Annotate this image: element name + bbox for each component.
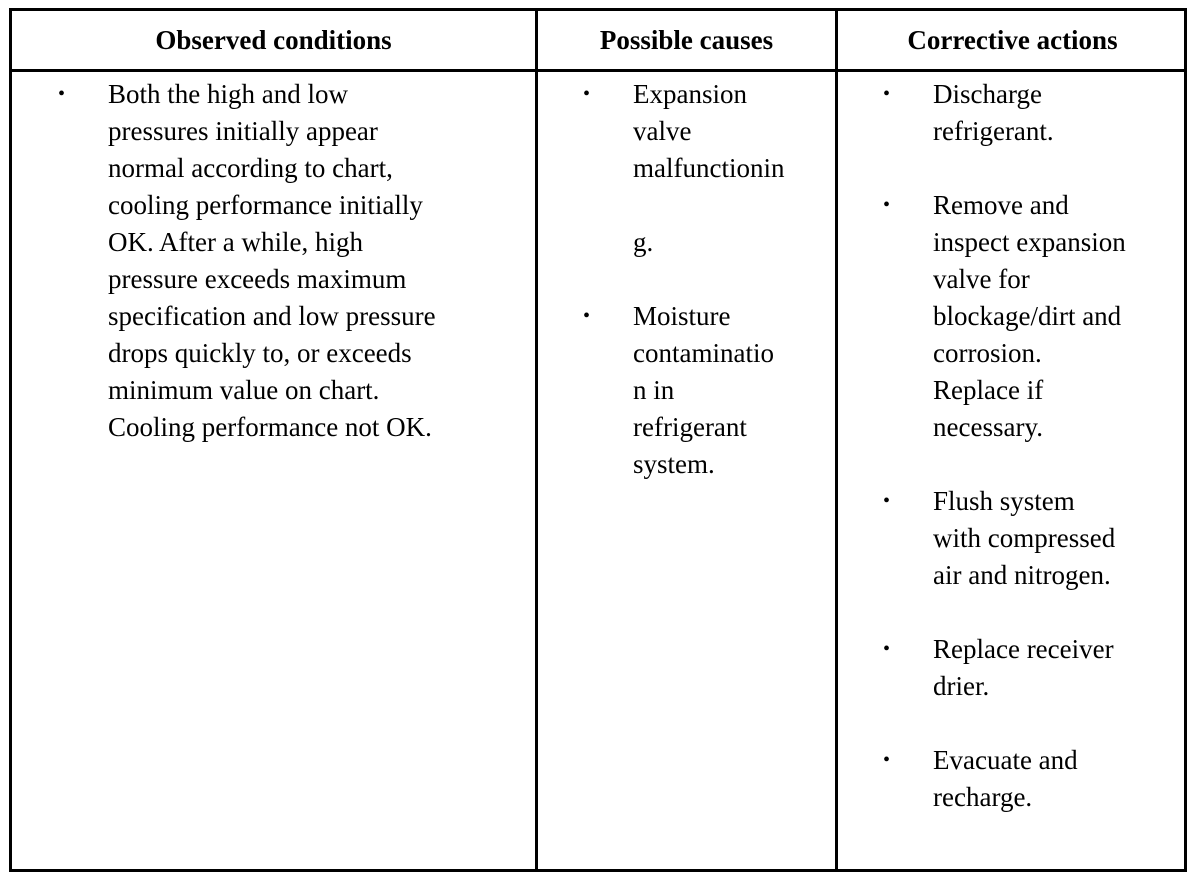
list-item-line: Replace receiver — [933, 634, 1114, 664]
list-item-line: Remove and — [933, 190, 1069, 220]
corrective-actions-list — [883, 76, 1183, 816]
list-item-line: blockage/dirt and — [933, 301, 1122, 331]
list-item-line: Moisture — [633, 301, 731, 331]
list-item — [883, 631, 1183, 705]
list-item-line: system. — [633, 449, 715, 479]
list-item-line: cooling performance initially — [108, 190, 423, 220]
list-item-line: with compressed — [933, 523, 1116, 553]
list-item-line: n in — [633, 375, 675, 405]
list-item-line: normal according to chart, — [108, 153, 393, 183]
column-divider — [835, 11, 838, 869]
bullet-icon: • — [883, 194, 891, 216]
list-item — [58, 76, 513, 446]
list-item-line: Discharge — [933, 79, 1042, 109]
list-item-line: Evacuate and — [933, 745, 1078, 775]
list-item-line: OK. After a while, high — [108, 227, 363, 257]
bullet-icon: • — [883, 749, 891, 771]
bullet-icon: • — [58, 83, 66, 105]
list-item-line: drier. — [933, 671, 990, 701]
header-possible-causes: Possible causes — [599, 24, 774, 55]
list-item-line: corrosion. — [933, 338, 1042, 368]
list-item-line: necessary. — [933, 412, 1043, 442]
header-divider — [12, 69, 1184, 72]
column-divider — [535, 11, 538, 869]
list-item-line: minimum value on chart. — [108, 375, 380, 405]
list-item-line: Expansion — [633, 79, 747, 109]
list-item — [883, 187, 1183, 446]
list-item-line: recharge. — [933, 782, 1033, 812]
list-item — [883, 76, 1183, 150]
possible-causes-list — [583, 76, 818, 483]
list-item-line: inspect expansion — [933, 227, 1126, 257]
header-corrective-actions: Corrective actions — [907, 24, 1118, 55]
list-item-line: Flush system — [933, 486, 1075, 516]
list-item-line: Replace if — [933, 375, 1044, 405]
bullet-icon: • — [883, 83, 891, 105]
bullet-icon: • — [883, 490, 891, 512]
list-item-line: contaminatio — [633, 338, 774, 368]
list-item — [883, 483, 1183, 594]
list-item-line: valve — [633, 116, 692, 146]
list-item — [883, 742, 1183, 816]
list-item-line: pressures initially appear — [108, 116, 378, 146]
list-item-line: valve for — [933, 264, 1030, 294]
list-item-line: drops quickly to, or exceeds — [108, 338, 412, 368]
list-item-line: air and nitrogen. — [933, 560, 1111, 590]
list-item — [583, 76, 818, 261]
list-item-line: pressure exceeds maximum — [108, 264, 407, 294]
list-item-line: refrigerant. — [933, 116, 1054, 146]
list-item-line: Both the high and low — [108, 79, 348, 109]
header-observed-conditions: Observed conditions — [155, 24, 392, 55]
list-item-line: specification and low pressure — [108, 301, 436, 331]
list-item-line — [633, 187, 818, 224]
list-item — [583, 298, 818, 483]
observed-conditions-list — [58, 76, 513, 446]
list-item-line: Cooling performance not OK. — [108, 412, 432, 442]
bullet-icon: • — [883, 638, 891, 660]
bullet-icon: • — [583, 305, 591, 327]
bullet-icon: • — [583, 83, 591, 105]
list-item-line: refrigerant — [633, 412, 747, 442]
list-item-line: g. — [633, 227, 654, 257]
list-item-line: malfunctionin — [633, 153, 785, 183]
